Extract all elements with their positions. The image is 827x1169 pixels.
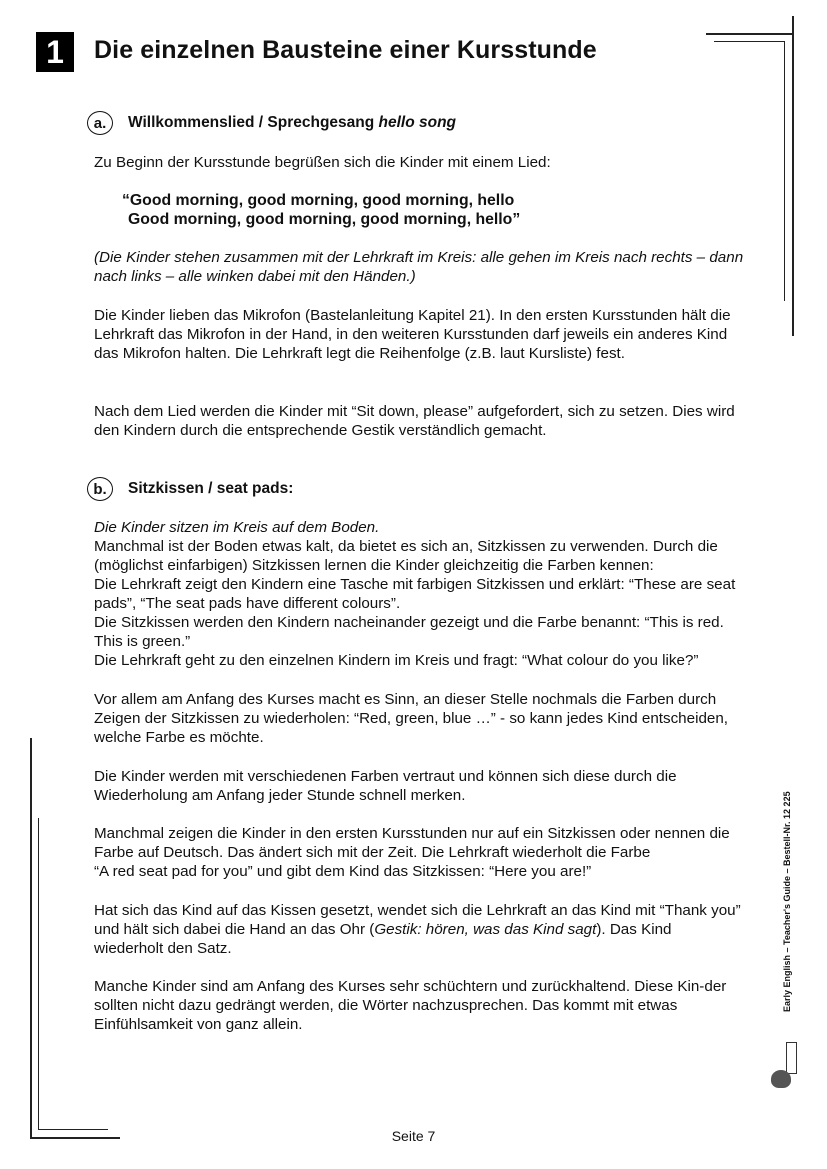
repeat-colours-text: Vor allem am Anfang des Kurses macht es Sinn, an dieser Stelle nochmals die Farben durch Zeigen der Sitzkissen zu wiederholen: “Red, green, blue …” - so kann jedes Kind entscheiden, welche Farbe es möchte. <box>94 691 729 746</box>
section-a-title <box>128 114 456 132</box>
familiar-text: Die Kinder werden mit verschiedenen Farben vertraut und können sich diese durch die Wiederholung am Anfang jeder Stunde schnell merken. <box>94 768 677 804</box>
song-line-1: “Good morning, good morning, good morning, hello <box>122 192 515 209</box>
frame-left-line-2 <box>38 818 39 1130</box>
thank-you-paragraph <box>94 901 744 958</box>
frame-top-line-2 <box>714 41 784 42</box>
first-lessons-quote: “A red seat pad for you” und gibt dem Kind das Sitzkissen: “Here you are!” <box>94 863 592 880</box>
instruction-paragraph: (Die Kinder stehen zusammen mit der Lehrkraft im Kreis: alle gehen im Kreis nach rechts – dann nach links – alle winken dabei mit den Händen.) <box>94 249 744 285</box>
product-sidebar-text: Early English – Teacher's Guide – Bestell-Nr. 12 225 <box>782 791 792 1012</box>
song-lyrics <box>122 191 520 229</box>
shy-children-text: Manche Kinder sind am Anfang des Kurses sehr schüchtern und zurückhaltend. Diese Kin-der sollten nicht dazu gedrängt werden, die Wörter nachzusprechen. Das kommt mit etwas Einfühlsamkeit von ganz allein. <box>94 978 727 1033</box>
frame-left-line <box>30 738 32 1138</box>
publisher-logo <box>786 1042 797 1074</box>
seat-pads-question-line: Die Lehrkraft geht zu den einzelnen Kindern im Kreis und fragt: “What colour do you like?” <box>94 652 699 669</box>
shy-children-paragraph <box>94 977 744 1034</box>
frame-right-line <box>792 16 794 336</box>
section-b-marker: b. <box>87 477 113 501</box>
section-a-heading <box>87 111 456 135</box>
sit-down-paragraph <box>94 402 744 440</box>
sit-down-text: Nach dem Lied werden die Kinder mit “Sit down, please” aufgefordert, sich zu setzen. Dies wird den Kindern durch die entsprechende Gestik verständlich gemacht. <box>94 403 735 439</box>
thank-you-part-2: ). Das Kind wiederholt den Satz. <box>94 921 672 957</box>
thank-you-gesture: Gestik: hören, was das Kind sagt <box>374 921 597 938</box>
microphone-paragraph <box>94 306 744 363</box>
seat-pads-bag-line: Die Lehrkraft zeigt den Kindern eine Tasche mit farbigen Sitzkissen und erklärt: “These are seat pads”, “The seat pads have different colours”. <box>94 576 736 612</box>
first-lessons-paragraph <box>94 824 744 881</box>
seat-pads-italic-line: Die Kinder sitzen im Kreis auf dem Boden. <box>94 519 380 536</box>
microphone-text: Die Kinder lieben das Mikrofon (Bastelanleitung Kapitel 21). In den ersten Kursstunden hält die Lehrkraft das Mikrofon in der Hand, in den weiteren Kursstunden darf jeweils ein anderes Kind das Mikrofon halten. Die Lehrkraft legt die Reihenfolge (z.B. laut Kursliste) fest. <box>94 307 731 362</box>
thank-you-text <box>94 901 744 958</box>
page-number: Seite 7 <box>391 1128 436 1144</box>
tree-logo-icon <box>771 1070 791 1088</box>
section-b-title: Sitzkissen / seat pads: <box>128 480 294 497</box>
seat-pads-named-line: Die Sitzkissen werden den Kindern nacheinander gezeigt und die Farbe benannt: “This is red. This is green.” <box>94 614 724 650</box>
section-a-intro <box>94 153 744 172</box>
intro-text: Zu Beginn der Kursstunde begrüßen sich die Kinder mit einem Lied: <box>94 154 551 171</box>
instruction-text <box>94 248 744 286</box>
frame-right-line-2 <box>784 41 785 301</box>
page-title: Die einzelnen Bausteine einer Kursstunde <box>94 36 597 64</box>
section-a-marker: a. <box>87 111 113 135</box>
frame-top-line <box>706 33 792 35</box>
familiar-paragraph <box>94 767 744 805</box>
seat-pads-block <box>94 518 744 670</box>
seat-pads-cold-line: Manchmal ist der Boden etwas kalt, da bietet es sich an, Sitzkissen zu verwenden. Durch die (möglichst einfarbigen) Sitzkissen lernen die Kinder gleichzeitig die Farben kennen: <box>94 538 718 574</box>
repeat-colours-paragraph <box>94 690 744 747</box>
section-a-title-italic: hello song <box>378 114 457 131</box>
section-b-heading <box>87 477 293 501</box>
song-line-2: Good morning, good morning, good morning, hello” <box>128 211 521 228</box>
chapter-number: 1 <box>36 32 74 72</box>
section-a-title-plain: Willkommenslied / Sprechgesang <box>128 114 379 131</box>
thank-you-part-1: Hat sich das Kind auf das Kissen gesetzt, wendet sich die Lehrkraft an das Kind mit “Thank you” und hält sich dabei die Hand an das Ohr ( <box>94 902 741 938</box>
first-lessons-text: Manchmal zeigen die Kinder in den ersten Kursstunden nur auf ein Sitzkissen oder nennen die Farbe auf Deutsch. Das ändert sich mit der Zeit. Die Lehrkraft wiederholt die Farbe <box>94 825 730 861</box>
